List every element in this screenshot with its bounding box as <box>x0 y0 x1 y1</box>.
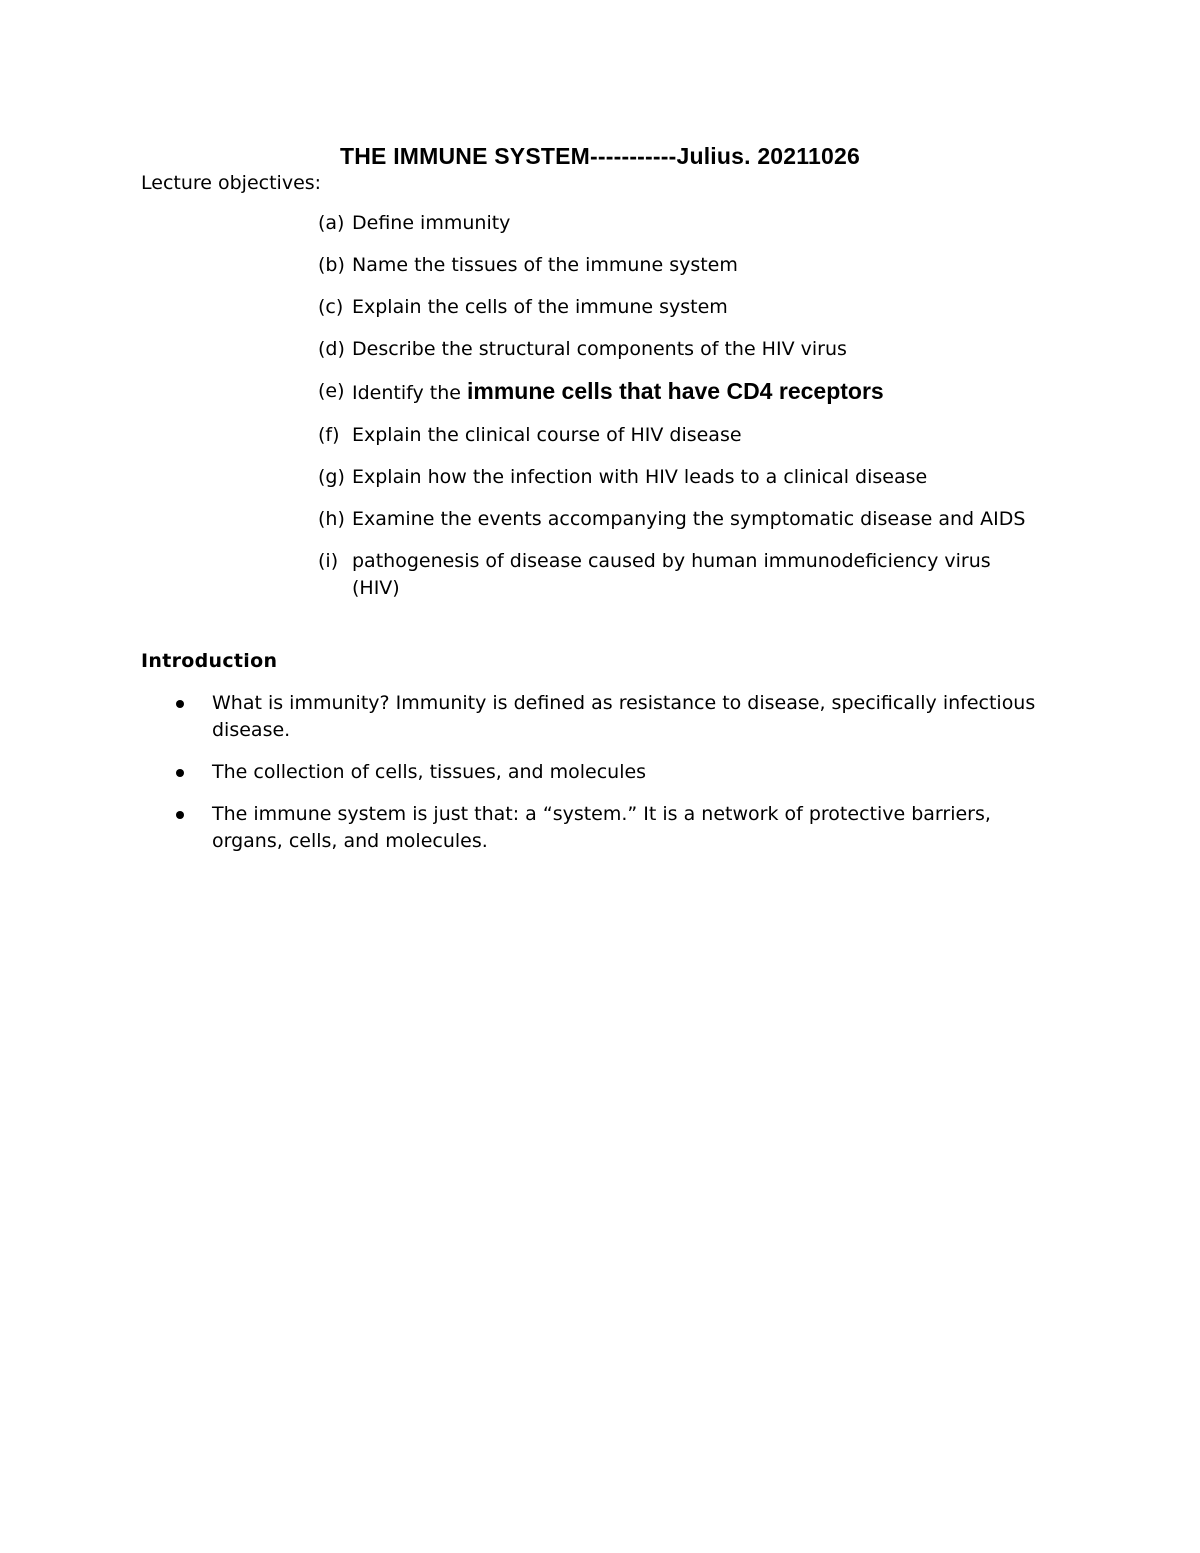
objective-text: Name the tissues of the immune system <box>352 254 738 276</box>
objective-text: Examine the events accompanying the symptomatic disease and AIDS <box>352 508 1026 530</box>
objective-marker: (b) <box>318 254 345 276</box>
objective-marker: (h) <box>318 508 345 530</box>
objective-text: Explain the clinical course of HIV disease <box>352 424 742 446</box>
bullet-icon <box>176 811 184 819</box>
objectives-list <box>318 210 1038 617</box>
objective-item <box>318 464 1038 491</box>
objective-text: pathogenesis of disease caused by human immunodeficiency virus (HIV) <box>352 550 991 599</box>
document-title: THE IMMUNE SYSTEM-----------Julius. 20211026 <box>340 143 860 169</box>
objective-item <box>318 377 1038 407</box>
objective-text: Explain how the infection with HIV leads to a clinical disease <box>352 466 928 488</box>
bullet-icon <box>176 700 184 708</box>
objective-item <box>318 548 1038 602</box>
introduction-heading: Introduction <box>141 650 278 672</box>
objective-marker: (d) <box>318 338 345 360</box>
bullet-text: The collection of cells, tissues, and molecules <box>212 761 647 783</box>
objective-item <box>318 336 1038 363</box>
bullet-text: What is immunity? Immunity is defined as resistance to disease, specifically infectious disease. <box>212 692 1036 741</box>
objective-item <box>318 252 1038 279</box>
introduction-list <box>172 690 1052 870</box>
objective-text: Define immunity <box>352 212 511 234</box>
objective-text: Describe the structural components of the HIV virus <box>352 338 847 360</box>
objective-marker: (e) <box>318 380 345 402</box>
list-item <box>172 690 1052 744</box>
bullet-text: The immune system is just that: a “system.” It is a network of protective barriers, organs, cells, and molecules. <box>212 803 991 852</box>
objective-marker: (a) <box>318 212 345 234</box>
bullet-icon <box>176 769 184 777</box>
objective-marker: (i) <box>318 550 339 572</box>
list-item <box>172 759 1052 786</box>
objective-text: Explain the cells of the immune system <box>352 296 728 318</box>
objective-marker: (c) <box>318 296 344 318</box>
objective-item <box>318 422 1038 449</box>
list-item <box>172 801 1052 855</box>
objective-text: Identify the <box>352 382 467 404</box>
objective-item <box>318 294 1038 321</box>
objective-item <box>318 506 1038 533</box>
objective-marker: (g) <box>318 466 345 488</box>
objective-item <box>318 210 1038 237</box>
objective-marker: (f) <box>318 424 340 446</box>
objective-emphasis-text: immune cells that have CD4 receptors <box>466 378 884 404</box>
lecture-objectives-label: Lecture objectives: <box>141 172 322 194</box>
